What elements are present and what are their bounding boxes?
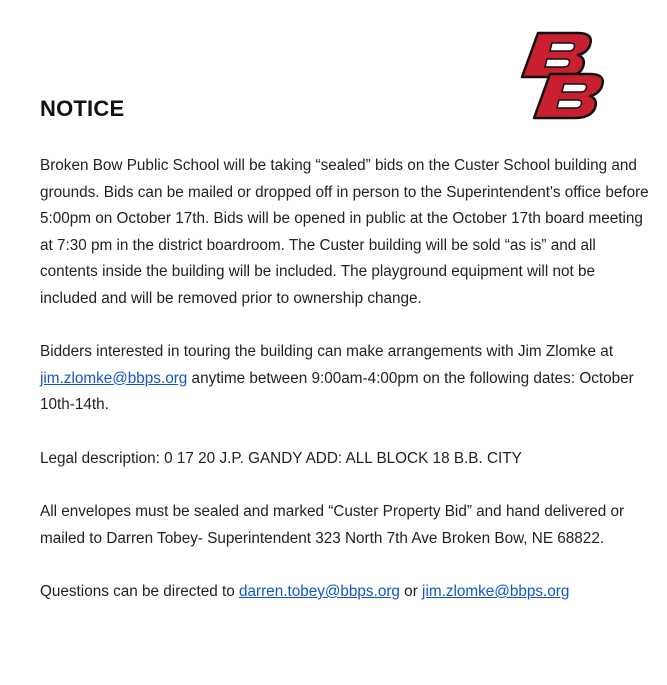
- email-link-zlomke[interactable]: jim.zlomke@bbps.org: [40, 369, 188, 387]
- paragraph-legal-description: Legal description: 0 17 20 J.P. GANDY ADD: ALL BLOCK 18 B.B. CITY: [40, 449, 522, 467]
- notice-body: [40, 153, 655, 633]
- paragraph-touring: [40, 339, 655, 419]
- email-link-tobey[interactable]: darren.tobey@bbps.org: [238, 583, 400, 600]
- page-title: NOTICE: [40, 96, 125, 121]
- bb-logo: [510, 30, 616, 124]
- paragraph-questions: [40, 579, 655, 606]
- logo-letter-b-bottom: [534, 74, 603, 118]
- paragraph-bid-info: Broken Bow Public School will be taking “sealed” bids on the Custer School building and grounds. Bids can be mailed or dropped off in person to the Superintendent's office before 5:00pm on October 17th. Bids will be opened in public at the October 17th board meeting at 7:30 pm in the district boardroom. The Custer building will be sold “as is” and all contents inside the building will be included. The playground equipment will not be included and will be removed prior to ownership change.: [40, 157, 649, 307]
- email-link-zlomke-2[interactable]: jim.zlomke@bbps.org: [422, 583, 570, 600]
- questions-or-text: or: [399, 583, 423, 600]
- questions-text: Questions can be directed to: [40, 583, 239, 600]
- touring-text-start: Bidders interested in touring the building can make arrangements with Jim Zlomke at: [40, 343, 614, 360]
- paragraph-envelopes: All envelopes must be sealed and marked “Custer Property Bid” and hand delivered or mailed to Darren Tobey- Superintendent 323 North 7th Ave Broken Bow, NE 68822.: [40, 503, 625, 547]
- touring-text-end: anytime between 9:00am-4:00pm on the following dates: October 10th-14th.: [40, 369, 634, 413]
- logo-letter-b-top: [522, 33, 591, 77]
